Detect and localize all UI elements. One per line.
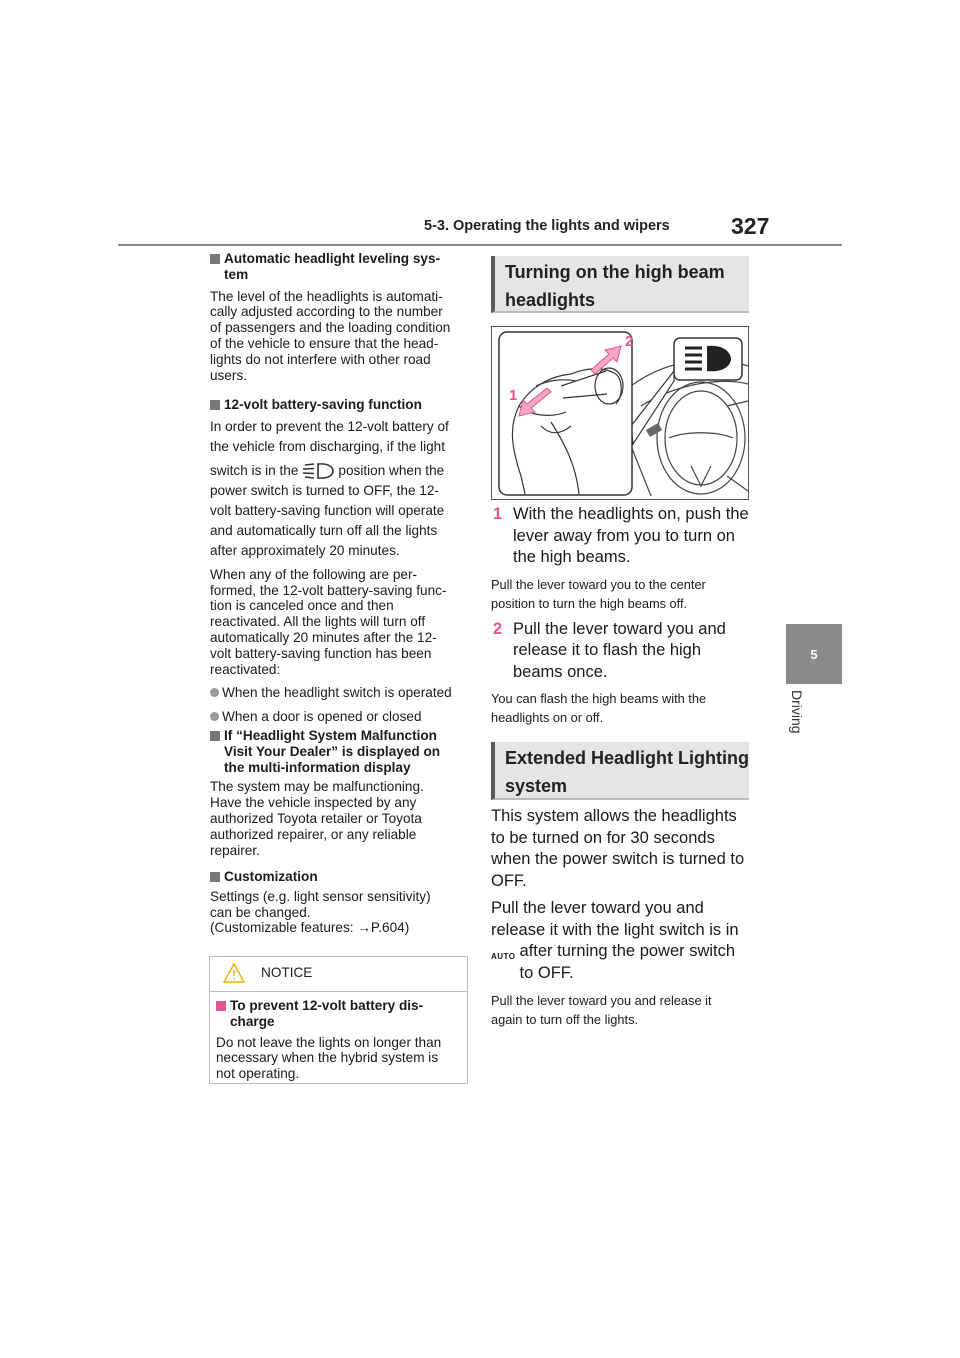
high-beam-heading-bar <box>491 256 749 313</box>
list-item: When the headlight switch is operated <box>210 685 468 701</box>
high-beam-steps <box>491 504 753 727</box>
figure-label-2: 2 <box>625 333 634 350</box>
bullet-icon <box>210 712 219 721</box>
headlight-icon <box>300 461 336 481</box>
extended-body-2: Pull the lever toward you and release it with the light switch is in <box>491 899 739 939</box>
step-1-note: Pull the lever toward you to the center position to turn the high beams off. <box>491 576 706 611</box>
malfunction-body: The system may be malfunctioning. Have the vehicle inspected by any authorized Toyota retailer or Toyota authorized repairer, or any reliable repairer. <box>210 779 424 858</box>
heading-square-icon <box>210 731 220 741</box>
customization-body: Settings (e.g. light sensor sensitivity) can be changed. (Customizable features: →P.604) <box>210 888 431 936</box>
extended-title: Extended Headlight Lighting system <box>505 748 749 796</box>
chapter-label: Driving <box>789 690 805 734</box>
notice-heading: To prevent 12-volt battery dis- charge <box>216 998 461 1030</box>
battery-body-2: switch is in the position when the <box>210 461 468 481</box>
step-2-text: Pull the lever toward you and release it to flash the high beams once. <box>513 619 726 681</box>
auto-leveling-body: The level of the headlights is automati- cally adjusted according to the number of passengers and the loading condition of the vehicle to ensure that the head- lights do not interfere with other road users. <box>210 288 451 383</box>
notice-header <box>210 957 467 992</box>
warning-icon <box>222 962 246 984</box>
heading-square-icon <box>210 400 220 410</box>
battery-body-1: In order to prevent the 12-volt battery of the vehicle from discharging, if the light <box>210 418 449 454</box>
malfunction-heading: If “Headlight System Malfunction Visit Your Dealer” is displayed on the multi-information display <box>210 728 468 775</box>
step-2-note: You can flash the high beams with the headlights on or off. <box>491 691 707 725</box>
auto-leveling-heading: Automatic headlight leveling sys- tem <box>210 251 468 283</box>
chapter-number: 5 <box>810 646 818 662</box>
heading-square-icon <box>210 872 220 882</box>
figure-label-1: 1 <box>509 387 518 404</box>
step-2 <box>491 619 753 684</box>
bullet-icon <box>210 688 219 697</box>
notice-box <box>209 956 468 1084</box>
extended-body-3: after turning the power switch to OFF. <box>519 942 736 982</box>
header-divider <box>118 244 842 246</box>
malfunction-section <box>210 728 468 858</box>
battery-body-3: power switch is turned to OFF, the 12- volt battery-saving function will operate and automatically turn off all the lights after approximately 20 minutes. <box>210 482 445 558</box>
heading-square-icon <box>210 254 220 264</box>
high-beam-title: Turning on the high beam headlights <box>505 262 725 310</box>
heading-square-icon <box>216 1001 226 1011</box>
customization-section <box>210 869 468 936</box>
step-1-number: 1 <box>493 505 503 523</box>
battery-section <box>210 397 468 725</box>
notice-title: NOTICE <box>261 965 313 980</box>
section-title: 5-3. Operating the lights and wipers <box>424 218 670 234</box>
notice-body: Do not leave the lights on longer than necessary when the hybrid system is not operating. <box>216 1034 442 1082</box>
auto-label: AUTO <box>491 952 516 961</box>
battery-heading: 12-volt battery-saving function <box>210 397 468 413</box>
extended-note: Pull the lever toward you and release it again to turn off the lights. <box>491 993 712 1027</box>
step-1 <box>491 504 753 569</box>
step-1-text: With the headlights on, push the lever away from you to turn on the high beams. <box>513 505 749 566</box>
chapter-tab[interactable] <box>786 624 842 684</box>
chapter-label-wrap <box>781 690 811 750</box>
step-2-number: 2 <box>493 619 503 638</box>
battery-body-4: When any of the following are per- formed, the 12-volt battery-saving func- tion is canceled once and then reactivated. All the lights will turn off automatically 20 minutes after the 12- volt battery-saving function has been reactivated: <box>210 566 447 677</box>
extended-body-1: This system allows the headlights to be turned on for 30 seconds when the power switch is turned to OFF. <box>491 807 745 890</box>
high-beam-lever-illustration <box>491 326 749 500</box>
customization-heading: Customization <box>210 869 468 885</box>
extended-body-3-wrap <box>491 941 753 984</box>
auto-leveling-section <box>210 251 468 383</box>
page-number: 327 <box>731 213 770 239</box>
extended-section <box>491 806 753 1029</box>
list-item: When a door is opened or closed <box>210 709 468 725</box>
extended-heading-bar <box>491 742 749 800</box>
